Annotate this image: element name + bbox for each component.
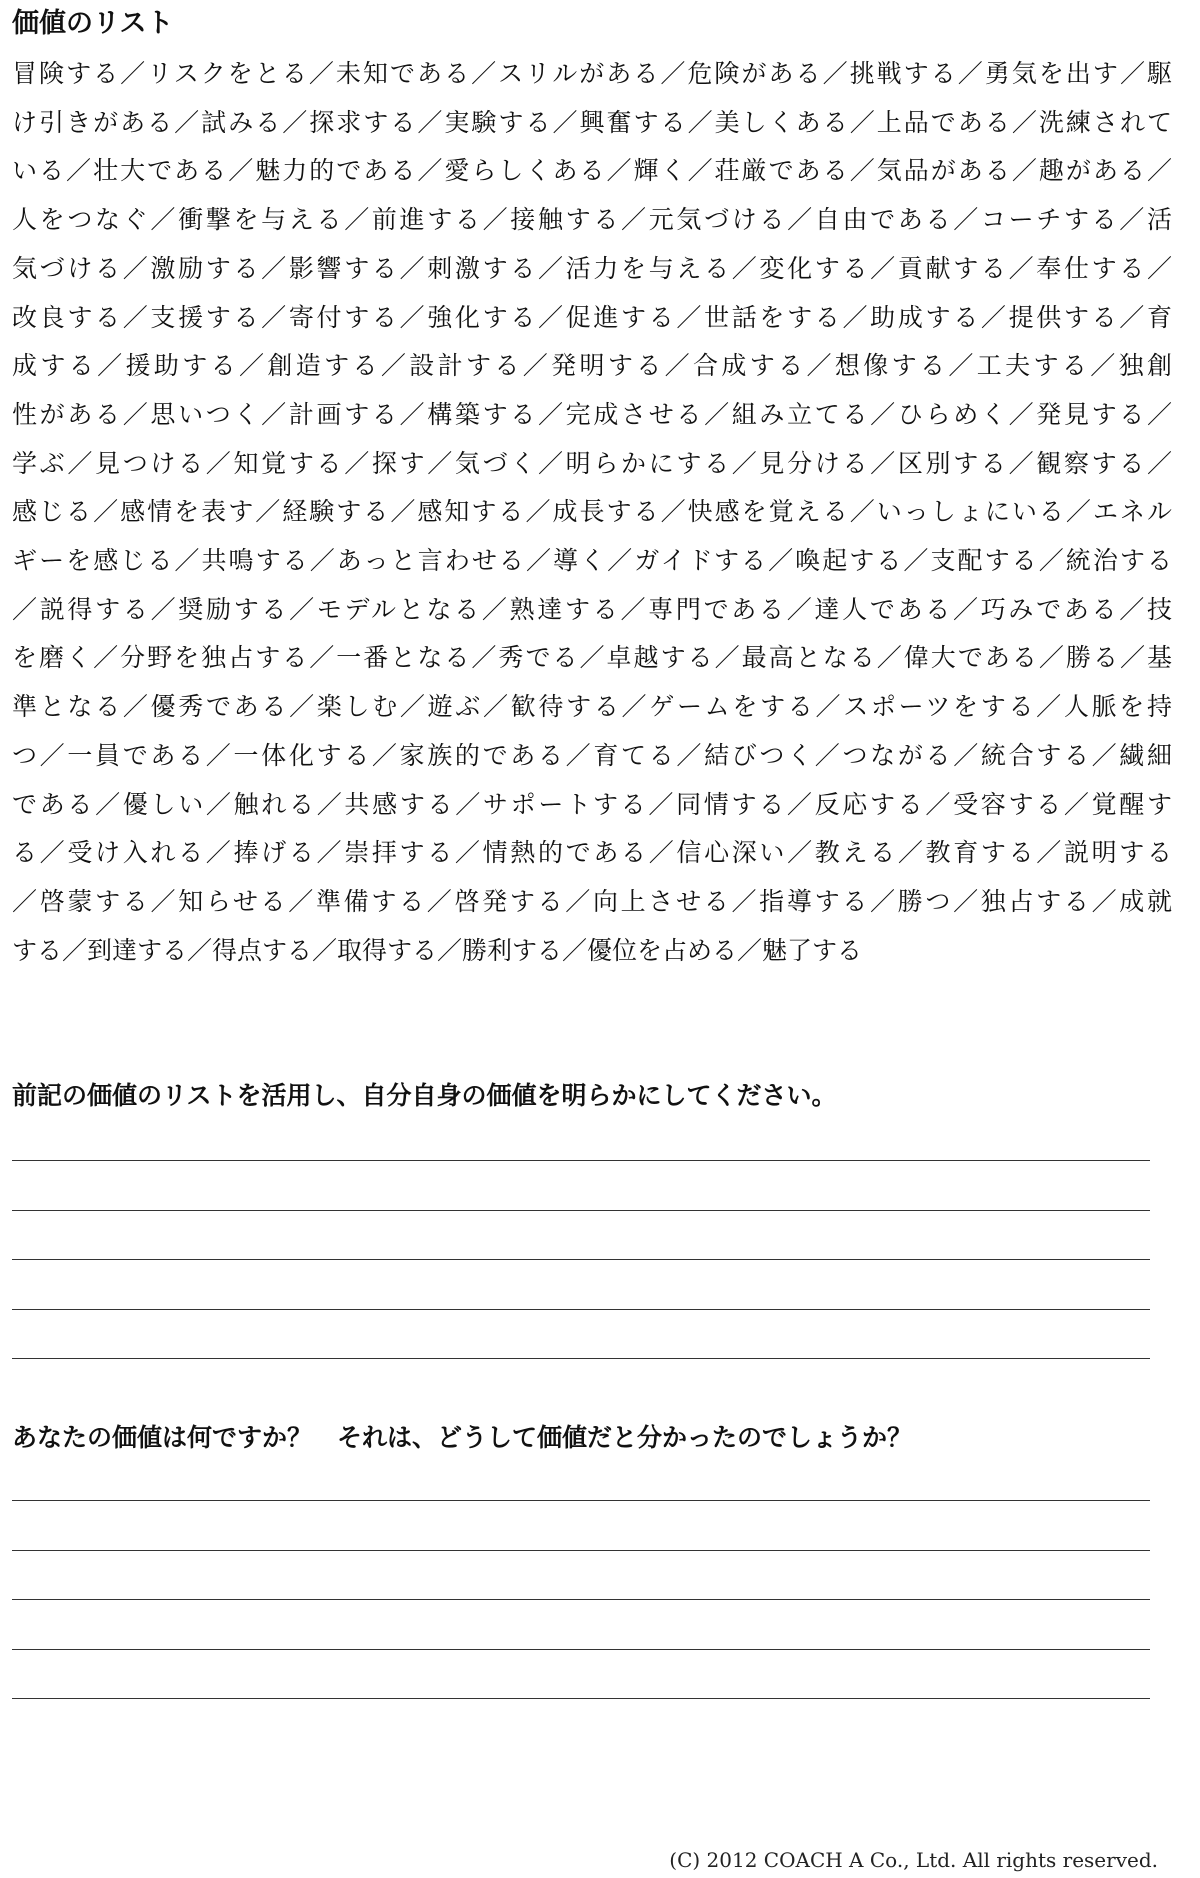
answer-line[interactable] <box>12 1160 1150 1161</box>
values-list-line: ／啓蒙する／知らせる／準備する／啓発する／向上させる／指導する／勝つ／独占する／成就 <box>12 886 1172 916</box>
values-list-line: する／到達する／得点する／取得する／勝利する／優位を占める／魅了する <box>12 935 863 965</box>
values-list-line: 改良する／支援する／寄付する／強化する／促進する／世話をする／助成する／提供する／育 <box>12 302 1172 332</box>
values-list-line: 感じる／感情を表す／経験する／感知する／成長する／快感を覚える／いっしょにいる／エネル <box>12 497 1172 527</box>
values-list <box>12 50 1172 975</box>
values-list-line: る／受け入れる／捧げる／崇拝する／情熱的である／信心深い／教える／教育する／説明する <box>12 838 1172 868</box>
answer-area-1[interactable] <box>12 1160 1150 1408</box>
answer-area-2[interactable] <box>12 1500 1150 1748</box>
values-list-line: を磨く／分野を独占する／一番となる／秀でる／卓越する／最高となる／偉大である／勝る／基 <box>12 643 1172 673</box>
answer-line[interactable] <box>12 1309 1150 1310</box>
values-list-line: つ／一員である／一体化する／家族的である／育てる／結びつく／つながる／統合する／繊細 <box>12 740 1172 770</box>
answer-line[interactable] <box>12 1259 1150 1260</box>
values-list-line: 人をつなぐ／衝撃を与える／前進する／接触する／元気づける／自由である／コーチする／活 <box>12 205 1172 235</box>
values-list-line: け引きがある／試みる／探求する／実験する／興奮する／美しくある／上品である／洗練されて <box>12 107 1172 137</box>
values-list-line: 準となる／優秀である／楽しむ／遊ぶ／歓待する／ゲームをする／スポーツをする／人脈を持 <box>12 692 1172 722</box>
answer-line[interactable] <box>12 1500 1150 1501</box>
values-list-line: ／説得する／奨励する／モデルとなる／熟達する／専門である／達人である／巧みである／技 <box>12 594 1172 624</box>
values-list-line: 冒険する／リスクをとる／未知である／スリルがある／危険がある／挑戦する／勇気を出す／駆 <box>12 59 1172 88</box>
answer-line[interactable] <box>12 1698 1150 1699</box>
answer-line[interactable] <box>12 1210 1150 1211</box>
values-list-line: 性がある／思いつく／計画する／構築する／完成させる／組み立てる／ひらめく／発見する／ <box>12 399 1172 429</box>
copyright-notice: (C) 2012 COACH A Co., Ltd. All rights reserved. <box>669 1848 1158 1872</box>
page-title: 価値のリスト <box>12 8 174 39</box>
answer-line[interactable] <box>12 1599 1150 1600</box>
values-list-line: 成する／援助する／創造する／設計する／発明する／合成する／想像する／工夫する／独創 <box>12 351 1172 381</box>
question-heading-1: 前記の価値のリストを活用し、自分自身の価値を明らかにしてください。 <box>12 1081 837 1110</box>
answer-line[interactable] <box>12 1649 1150 1650</box>
values-list-line: いる／壮大である／魅力的である／愛らしくある／輝く／荘厳である／気品がある／趣がある／ <box>12 156 1172 186</box>
answer-line[interactable] <box>12 1358 1150 1359</box>
values-list-line: である／優しい／触れる／共感する／サポートする／同情する／反応する／受容する／覚醒す <box>12 789 1172 819</box>
question-heading-2: あなたの価値は何ですか？ それは、どうして価値だと分かったのでしょうか？ <box>12 1423 913 1452</box>
answer-line[interactable] <box>12 1550 1150 1551</box>
values-list-line: ギーを感じる／共鳴する／あっと言わせる／導く／ガイドする／喚起する／支配する／統治する <box>12 546 1172 576</box>
values-list-line: 気づける／激励する／影響する／刺激する／活力を与える／変化する／貢献する／奉仕する／ <box>12 253 1172 283</box>
values-list-line: 学ぶ／見つける／知覚する／探す／気づく／明らかにする／見分ける／区別する／観察する／ <box>12 448 1172 478</box>
